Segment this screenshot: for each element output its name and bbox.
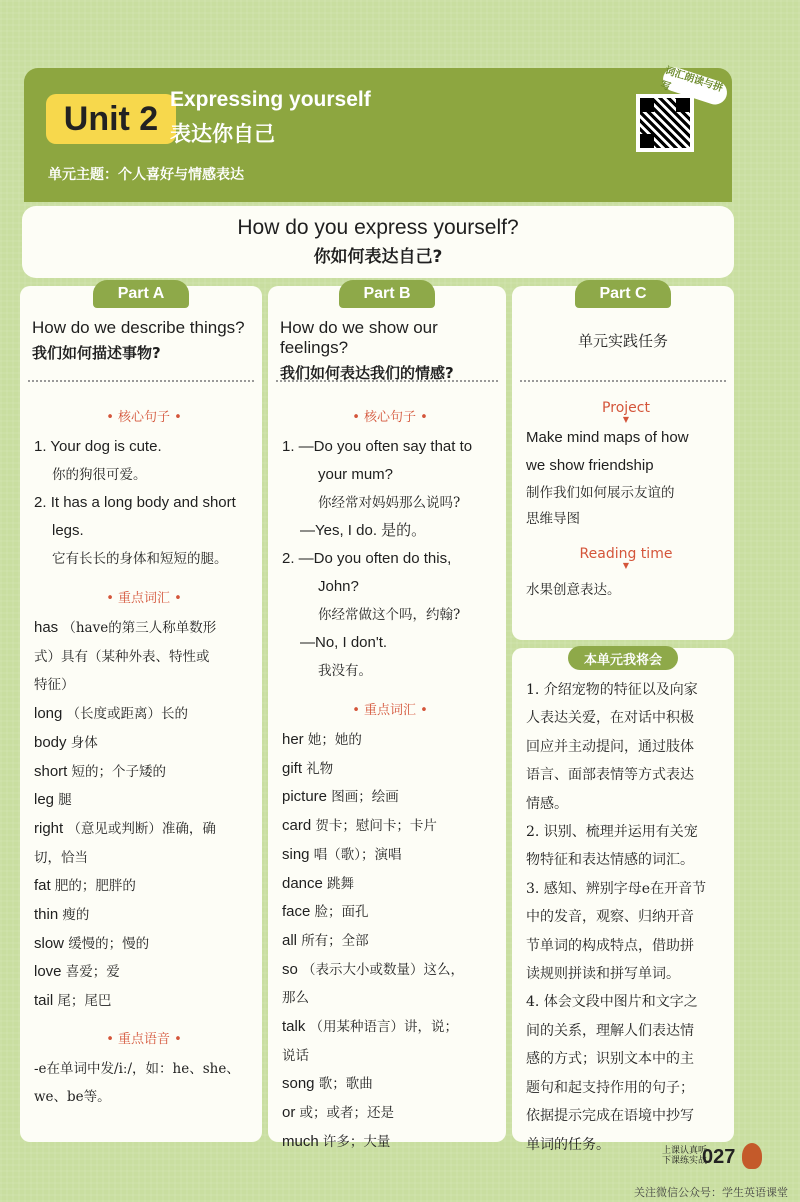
vocab-meaning: 缓慢的；慢的 [68, 935, 150, 952]
vocab-item [34, 901, 254, 930]
vocab-meaning: 唱（歌）；演唱 [313, 846, 402, 863]
vocab-word: or [282, 1104, 296, 1122]
vocab-word: short [34, 762, 68, 780]
vocab-word: sing [282, 845, 310, 863]
vocab-word: song [282, 1075, 315, 1093]
unit-question [22, 206, 734, 278]
vocab-meaning: 喜爱；爱 [65, 964, 120, 981]
part-a-column [20, 286, 262, 1142]
vocab-word: right [34, 819, 64, 837]
vocab-item [34, 643, 254, 672]
project-cn-1: 制作我们如何展示友谊的 [526, 485, 675, 501]
vocab-item [34, 872, 254, 901]
project-en-1: Make mind maps of how [526, 429, 689, 446]
vocab-meaning: 肥的；肥胖的 [54, 878, 136, 895]
page-number: 027 [702, 1146, 736, 1168]
vocab-meaning: 跳舞 [327, 875, 355, 892]
vocab-meaning: 短的；个子矮的 [71, 763, 167, 780]
vocab-meaning: 歌；歌曲 [318, 1076, 373, 1093]
section-title-key-vocab: • 重点词汇 • [352, 703, 428, 718]
reading-time-cn: 水果创意表达。 [526, 582, 621, 598]
unit-theme: 单元主题：个人喜好与情感表达 [48, 167, 244, 183]
vocab-meaning: 贺卡；慰问卡；卡片 [315, 818, 437, 835]
sentence-line: 你经常做这个吗，约翰? [318, 607, 461, 623]
vocab-item [34, 729, 254, 758]
unit-goals-box [512, 648, 734, 1153]
vocab-meaning: 她；她的 [307, 732, 362, 748]
vocab-item [282, 1070, 498, 1099]
sentence-1-en: 1. Your dog is cute. [34, 438, 162, 455]
goal-line: 回应并主动提问，通过肢体 [526, 738, 694, 755]
reading-time-title: Reading time [579, 546, 673, 562]
vocab-word: so [282, 960, 298, 978]
vocab-item [282, 783, 498, 812]
goal-line: 中的发音，观察、归纳开音 [526, 909, 694, 926]
sentence-line: 我没有。 [318, 663, 372, 679]
goal-line: 语言、面部表情等方式表达 [526, 767, 694, 784]
section-title-key-phonics: • 重点语音 • [106, 1031, 182, 1047]
divider [520, 380, 726, 382]
goal-line: 3. 感知、辨别字母e在开音节 [526, 880, 707, 897]
vocab-word: dance [282, 874, 323, 892]
wechat-note: 关注微信公众号：学生英语课堂 [634, 1186, 788, 1199]
part-c-tab: Part C [575, 280, 671, 308]
vocab-meaning: 瘦的 [62, 907, 90, 924]
vocab-meaning: （have的第三人称单数形 [62, 620, 217, 636]
vocab-meaning: 图画；绘画 [331, 789, 399, 806]
sentence-1-cn: 你的狗很可爱。 [52, 467, 147, 483]
vocab-meaning: 切，恰当 [34, 849, 88, 866]
vocab-word: body [34, 733, 67, 751]
sentence-line: 2. —Do you often do this, [282, 550, 452, 567]
vocab-item [34, 758, 254, 787]
sentence-line: —Yes, I do. 是的。 [300, 522, 427, 539]
vocab-meaning: 或；或者；还是 [299, 1105, 395, 1122]
vocab-meaning: 礼物 [306, 760, 334, 777]
vocab-item [34, 786, 254, 815]
vocab-meaning: （表示大小或数量）这么， [302, 961, 465, 978]
goal-line: 节单词的构成特点，借助拼 [526, 937, 694, 954]
vocab-meaning: 那么 [282, 990, 309, 1007]
sentence-line: 1. —Do you often say that to [282, 438, 473, 455]
vocab-item [282, 1099, 498, 1128]
vocab-word: much [282, 1132, 319, 1150]
vocab-meaning: 脸；面孔 [314, 904, 369, 921]
vocab-word: slow [34, 934, 65, 952]
part-b-title-en: How do we show our feelings? [280, 318, 438, 357]
vocab-item [34, 958, 254, 987]
vocab-meaning: 腿 [58, 792, 72, 809]
vocab-word: gift [282, 759, 303, 777]
unit-goals-tab: 本单元我将会 [568, 646, 678, 670]
project-cn-2: 思维导图 [526, 511, 580, 527]
project-en-2: we show friendship [526, 457, 654, 474]
goal-line: 间的关系，理解人们表达情 [526, 1022, 694, 1039]
goal-line: 4. 体会文段中图片和文字之 [526, 994, 698, 1011]
vocab-word: talk [282, 1018, 306, 1036]
goal-line: 物特征和表达情感的词汇。 [526, 852, 694, 869]
part-b-tab: Part B [339, 280, 435, 308]
vocab-word: face [282, 903, 311, 921]
part-a-title-cn: 我们如何描述事物? [32, 344, 161, 362]
unit-badge: Unit 2 [46, 94, 176, 144]
vocab-word: has [34, 619, 59, 636]
vocab-item [282, 1128, 498, 1157]
mascot-icon [742, 1143, 762, 1169]
vocab-meaning: 特征） [34, 677, 75, 694]
vocab-word: card [282, 817, 312, 835]
goal-line: 人表达关爱，在对话中积极 [526, 710, 694, 727]
part-b-column [268, 285, 506, 1150]
vocab-item [282, 984, 498, 1013]
sentence-line: John? [318, 578, 359, 595]
vocab-item [34, 844, 254, 873]
vocab-meaning: 说话 [282, 1047, 309, 1064]
vocab-item [282, 1042, 498, 1071]
unit-title-en: Expressing yourself [170, 88, 371, 111]
sentence-line: your mum? [318, 466, 394, 483]
vocab-word: picture [282, 788, 328, 806]
vocab-meaning: （意见或判断）准确，确 [67, 820, 216, 837]
project-title: Project [602, 400, 650, 416]
divider [276, 380, 498, 382]
vocab-item [282, 956, 498, 985]
sentence-2-en-cont: legs. [52, 522, 84, 539]
question-cn: 你如何表达自己? [313, 247, 443, 267]
vocab-item [282, 726, 498, 755]
section-title-core-sentences: • 核心句子 • [352, 410, 428, 425]
vocab-item [34, 700, 254, 729]
vocab-meaning: 式）具有（某种外表、特性或 [34, 648, 210, 665]
vocab-meaning: （用某种语言）讲，说； [309, 1019, 459, 1036]
vocab-meaning: 尾；尾巴 [57, 993, 112, 1010]
goal-line: 2. 识别、梳理并运用有关宠 [526, 824, 698, 841]
sentence-line: 你经常对妈妈那么说吗? [318, 495, 461, 511]
question-en: How do you express yourself? [237, 216, 519, 239]
vocab-item [282, 841, 498, 870]
part-b-title-cn: 我们如何表达我们的情感? [280, 364, 454, 382]
goal-line: 题句和起支持作用的句子； [526, 1079, 694, 1096]
divider [28, 380, 254, 382]
part-c-title-cn: 单元实践任务 [577, 332, 668, 350]
vocab-word: long [34, 705, 63, 723]
goal-line: 1. 介绍宠物的特征以及向家 [526, 682, 698, 698]
vocab-meaning: 所有；全部 [301, 932, 369, 949]
sentence-2-en: 2. It has a long body and short [34, 494, 236, 511]
qr-code-icon[interactable] [636, 94, 694, 152]
vocab-word: all [282, 931, 298, 949]
part-a-tab: Part A [93, 280, 189, 308]
phonics-line-1: -e在单词中发/iː/，如：he、she、 [34, 1060, 240, 1077]
vocab-word: leg [34, 791, 55, 809]
goal-line: 情感。 [526, 795, 568, 812]
vocab-item [34, 614, 254, 643]
vocab-item [282, 1013, 498, 1042]
vocab-word: her [282, 731, 304, 748]
vocab-word: thin [34, 906, 59, 924]
unit-title-cn: 表达你自己 [170, 122, 275, 146]
vocab-item [34, 671, 254, 700]
vocab-word: love [34, 963, 62, 981]
vocab-item [34, 815, 254, 844]
vocab-item [282, 812, 498, 841]
goal-line: 感的方式；识别文本中的主 [526, 1051, 694, 1068]
sentence-line: —No, I don't. [300, 634, 388, 651]
vocab-word: tail [34, 992, 54, 1010]
footer-note: 上课认真听 下课练实战 [662, 1146, 708, 1166]
goal-line: 依据提示完成在语境中抄写 [526, 1108, 694, 1125]
vocab-item [34, 987, 254, 1016]
vocab-item [282, 898, 498, 927]
phonics-line-2: we、be等。 [34, 1088, 111, 1105]
vocab-item [282, 755, 498, 784]
part-a-title-en: How do we describe things? [32, 318, 245, 337]
vocab-item [34, 930, 254, 959]
vocab-meaning: （长度或距离）长的 [66, 706, 189, 723]
goal-line: 单词的任务。 [526, 1136, 610, 1153]
vocab-item [282, 927, 498, 956]
vocab-word: fat [34, 877, 51, 895]
section-title-key-vocab: • 重点词汇 • [106, 591, 182, 606]
qr-tag: 词汇朗读与拼写 [660, 64, 730, 107]
unit-header [24, 65, 732, 202]
section-title-core-sentences: • 核心句子 • [106, 410, 182, 425]
sentence-2-cn: 它有长长的身体和短短的腿。 [52, 551, 228, 567]
vocab-item [282, 870, 498, 899]
goal-line: 读规则拼读和拼写单词。 [526, 966, 680, 983]
vocab-meaning: 许多；大量 [322, 1133, 391, 1150]
part-c-column: Part C 单元实践任务 Project ▼ Make mind maps of how we show friendship 制作我们如何展示友谊的 思维导图 Reading time ▼ 水果创意表达。 [512, 286, 734, 640]
vocab-meaning: 身体 [70, 734, 98, 751]
